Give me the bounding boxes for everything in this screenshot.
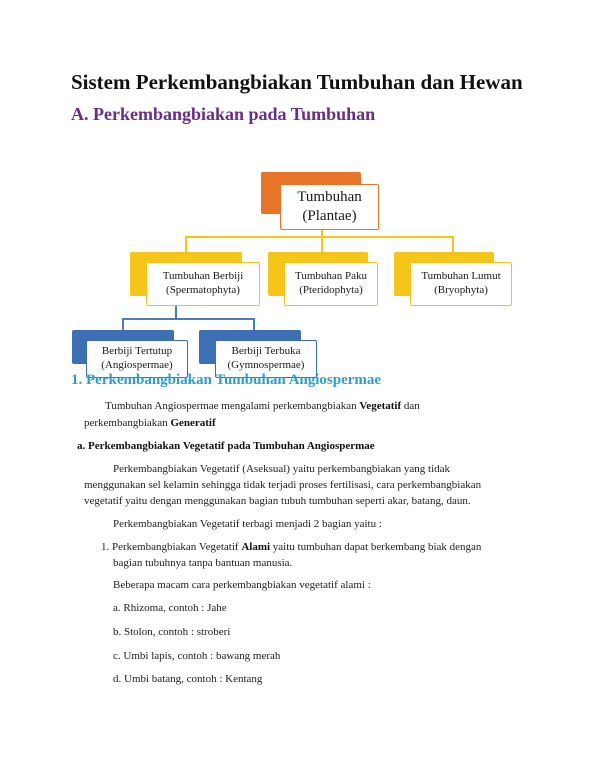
connector-level1-horizontal [185,236,454,238]
term-vegetatif: Vegetatif [359,400,402,412]
methods-intro: Beberapa macam cara perkembangbiakan vegetatif alami : [113,579,371,591]
connector-tertutup [122,318,124,330]
intro-and: dan [403,400,420,412]
node-terbuka-latin: (Gymnospermae) [227,359,305,371]
root-node-latin: (Plantae) [302,208,357,224]
connector-terbuka [253,318,255,330]
root-node [280,184,379,230]
term-alami: Alami [241,541,271,553]
node-lumut-name: Tumbuhan Lumut [421,270,501,283]
section-heading-a: A. Perkembangbiakan pada Tumbuhan [71,104,376,124]
vegetatif-desc-line-1: Perkembangbiakan Vegetatif (Aseksual) yaitu perkembangbiakan yang tidak [113,463,451,475]
intro-text: Tumbuhan Angiospermae mengalami perkembangbiakan [105,400,357,412]
split-text: Perkembangbiakan Vegetatif terbagi menjadi 2 bagian yaitu : [113,518,382,530]
connector-level2-horizontal [122,318,255,320]
term-generatif: Generatif [170,417,216,429]
node-tertutup-name: Berbiji Tertutup [101,345,173,358]
node-terbuka-name: Berbiji Terbuka [231,345,301,358]
subheading-a: a. Perkembangbiakan Vegetatif pada Tumbuhan Angiospermae [77,440,375,452]
node-lumut-latin: (Bryophyta) [434,284,488,296]
method-umbi-batang: d. Umbi batang, contoh : Kentang [113,673,263,685]
connector-paku [321,236,323,252]
method-stolon: b. Stolon, contoh : stroberi [113,626,231,638]
connector-berbiji [185,236,187,252]
intro-paragraph [105,398,420,415]
subsection-heading-1: 1. Perkembangbiakan Tumbuhan Angiospermae [71,372,382,388]
document-title: Sistem Perkembangbiakan Tumbuhan dan Hewan [71,70,523,94]
connector-lumut [452,236,454,252]
root-node-name: Tumbuhan [297,189,362,206]
method-rhizoma: a. Rhizoma, contoh : Jahe [113,602,227,614]
node-paku-name: Tumbuhan Paku [294,270,368,283]
intro-paragraph-line2 [84,415,216,432]
vegetatif-desc-line-3: vegetatif yaitu dengan menggunakan bagian tubuh tumbuhan seperti akar, batang, daun. [84,495,471,507]
item-1-line-2: bagian tubuhnya tanpa bantuan manusia. [113,557,293,569]
node-tertutup-latin: (Angiospermae) [101,359,173,371]
intro-text-2: perkembangbiakan [84,417,168,429]
node-berbiji-name: Tumbuhan Berbiji [162,270,244,283]
node-tumbuhan-berbiji [146,262,260,306]
item-1-suffix: yaitu tumbuhan dapat berkembang biak dengan [272,541,482,553]
node-tumbuhan-paku [284,262,378,306]
method-umbi-lapis: c. Umbi lapis, contoh : bawang merah [113,650,281,662]
item-1-prefix: 1. Perkembangbiakan Vegetatif [101,541,239,553]
node-paku-latin: (Pteridophyta) [299,284,363,296]
node-berbiji-latin: (Spermatophyta) [166,284,240,296]
item-1 [101,539,481,556]
vegetatif-desc-line-2: menggunakan sel kelamin sehingga tidak terjadi proses fertilisasi, cara perkembangbiakan [84,479,482,491]
node-tumbuhan-lumut [410,262,512,306]
